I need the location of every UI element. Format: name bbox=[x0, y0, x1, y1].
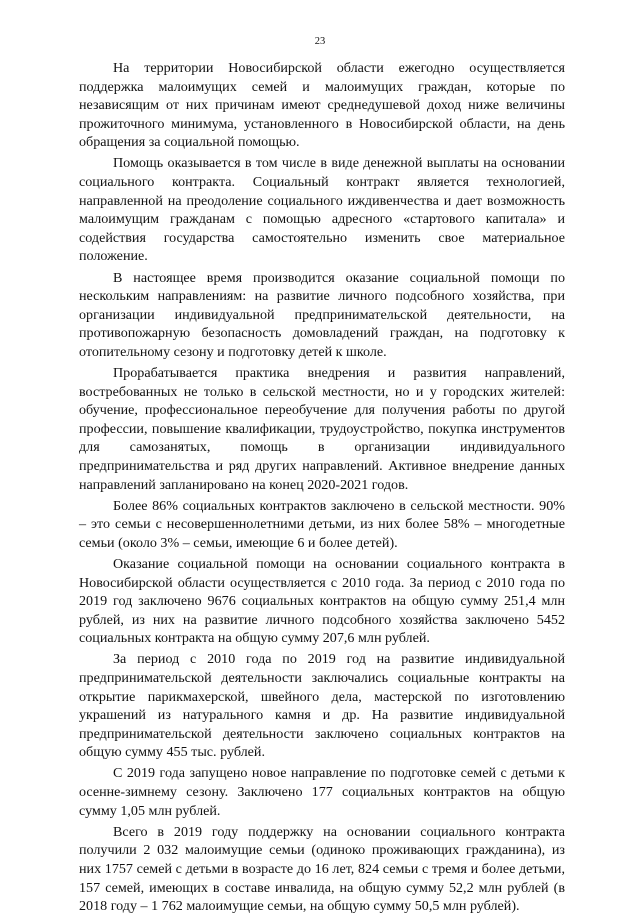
document-body bbox=[79, 59, 565, 918]
paragraph-totals-2019: Всего в 2019 году поддержку на основании социального контракта получили 2 032 малоимущие семьи (одиноко проживающих гражданина), из них 1757 семей с детьми в возрасте до 16 лет, 824 семьи с тремя и более детьми, 157 семей, имеющих в составе инвалида, на общую сумму 52,2 млн рублей (в 2018 году – 1 762 малоимущие семьи, на общую сумму 50,5 млн рублей). bbox=[79, 823, 565, 915]
paragraph-new-directions: Прорабатывается практика внедрения и развития направлений, востребованных не только в сельской местности, но и у городских жителей: обучение, профессиональное переобучение для получения работы по другой профессии, повышение квалификации, трудоустройство, покупка инструментов для самозанятых, помощь в организации индивидуального предпринимательства и ряд других направлений. Активное внедрение данных направлений запланировано на конец 2020-2021 годов. bbox=[79, 365, 565, 493]
paragraph-directions: В настоящее время производится оказание социальной помощи по нескольким направлениям: на развитие личного подсобного хозяйства, при организации индивидуальной предпринимательской деятельности, на противопожарную безопасность домовладений граждан, на подготовку к отопительному сезону и подготовку детей к школе. bbox=[79, 269, 565, 360]
paragraph-history-2010: Оказание социальной помощи на основании социального контракта в Новосибирской области осуществляется с 2010 года. За период с 2010 года по 2019 год заключено 9676 социальных контрактов на общую сумму 251,4 млн рублей, из них на развитие личного подсобного хозяйства заключено 5452 социальных контракта на общую сумму 207,6 млн рублей. bbox=[79, 555, 565, 647]
paragraph-heating-season: С 2019 года запущено новое направление по подготовке семей с детьми к осенне-зимнему сезону. Заключено 177 социальных контрактов на общую сумму 1,05 млн рублей. bbox=[79, 765, 565, 819]
paragraph-social-contract: Помощь оказывается в том числе в виде денежной выплаты на основании социального контракта. Социальный контракт является технологией, направленной на преодоление социального иждивенчества и дает возможность малоимущим гражданам с помощью адресного «стартового капитала» и содействия государства самостоятельно изменить свое материальное положение. bbox=[79, 155, 565, 265]
paragraph-support-overview: На территории Новосибирской области ежегодно осуществляется поддержка малоимущих семей и малоимущих граждан, которые по независящим от них причинам имеют среднедушевой доход ниже величины прожиточного минимума, установленного в Новосибирской области, на день обращения за социальной помощью. bbox=[79, 60, 565, 151]
paragraph-rural-statistics: Более 86% социальных контрактов заключено в сельской местности. 90% – это семьи с несовершеннолетними детьми, из них более 58% – многодетные семьи (около 3% – семьи, имеющие 6 и более детей). bbox=[79, 497, 565, 551]
page-number: 23 bbox=[314, 36, 326, 47]
paragraph-entrepreneurship: За период с 2010 года по 2019 год на развитие индивидуальной предпринимательской деятельности заключались социальные контракты на открытие парикмахерской, швейного дела, мастерской по изготовлению украшений из натурального камня и др. На развитие индивидуальной предпринимательской деятельности заключено социальных контрактов на общую сумму 455 тыс. рублей. bbox=[79, 651, 565, 761]
